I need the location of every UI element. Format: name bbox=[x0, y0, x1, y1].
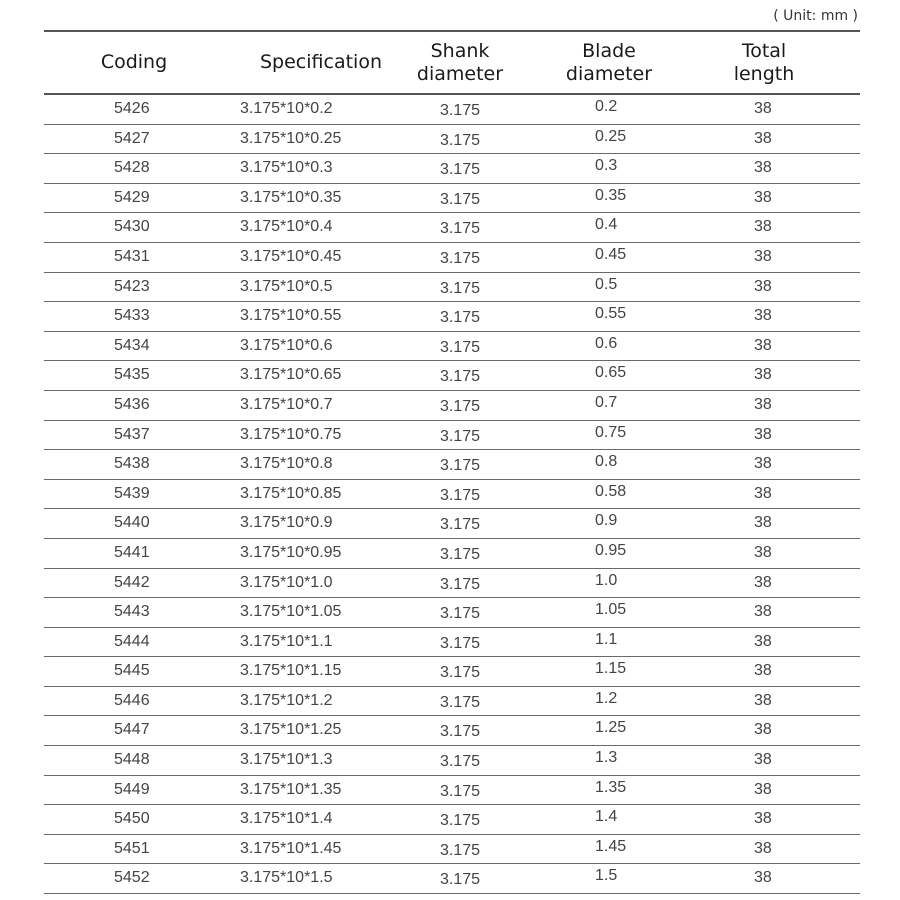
cell-total-length: 38 bbox=[754, 543, 772, 561]
cell-shank-diameter: 3.175 bbox=[440, 368, 481, 386]
cell-specification: 3.175*10*0.55 bbox=[240, 307, 342, 325]
specification-table bbox=[44, 30, 860, 894]
cell-blade-diameter: 1.15 bbox=[595, 660, 627, 678]
cell-total-length: 38 bbox=[754, 839, 772, 857]
cell-shank-diameter: 3.175 bbox=[440, 723, 481, 741]
table-row bbox=[44, 687, 860, 717]
table-row bbox=[44, 657, 860, 687]
cell-shank-diameter: 3.175 bbox=[440, 427, 481, 445]
table-body bbox=[44, 95, 860, 894]
cell-specification: 3.175*10*0.65 bbox=[240, 366, 342, 384]
cell-specification: 3.175*10*1.0 bbox=[240, 573, 333, 591]
cell-shank-diameter: 3.175 bbox=[440, 753, 481, 771]
cell-shank-diameter: 3.175 bbox=[440, 457, 481, 475]
cell-blade-diameter: 1.2 bbox=[595, 689, 618, 707]
cell-coding: 5434 bbox=[114, 336, 150, 354]
cell-total-length: 38 bbox=[754, 129, 772, 147]
cell-specification: 3.175*10*0.5 bbox=[240, 277, 333, 295]
cell-specification: 3.175*10*0.7 bbox=[240, 395, 333, 413]
cell-coding: 5428 bbox=[114, 159, 150, 177]
cell-coding: 5423 bbox=[114, 277, 150, 295]
table-row bbox=[44, 302, 860, 332]
cell-coding: 5442 bbox=[114, 573, 150, 591]
cell-shank-diameter: 3.175 bbox=[440, 575, 481, 593]
cell-total-length: 38 bbox=[754, 484, 772, 502]
header-shank-diameter: Shank diameter bbox=[416, 39, 504, 85]
cell-blade-diameter: 1.45 bbox=[595, 837, 627, 855]
unit-label: ( Unit: mm ) bbox=[773, 8, 858, 24]
header-blade-diameter: Blade diameter bbox=[565, 39, 653, 85]
cell-total-length: 38 bbox=[754, 869, 772, 887]
table-row bbox=[44, 450, 860, 480]
cell-blade-diameter: 0.9 bbox=[595, 512, 618, 530]
table-row bbox=[44, 716, 860, 746]
cell-total-length: 38 bbox=[754, 425, 772, 443]
cell-total-length: 38 bbox=[754, 100, 772, 117]
cell-blade-diameter: 1.35 bbox=[595, 778, 627, 796]
header-specification: Specification bbox=[260, 51, 382, 73]
cell-total-length: 38 bbox=[754, 810, 772, 828]
cell-blade-diameter: 0.8 bbox=[595, 453, 618, 471]
cell-blade-diameter: 0.7 bbox=[595, 393, 618, 411]
cell-specification: 3.175*10*0.2 bbox=[240, 100, 333, 117]
cell-blade-diameter: 0.35 bbox=[595, 186, 627, 204]
cell-specification: 3.175*10*1.05 bbox=[240, 603, 342, 621]
cell-shank-diameter: 3.175 bbox=[440, 309, 481, 327]
cell-blade-diameter: 0.95 bbox=[595, 541, 627, 559]
cell-specification: 3.175*10*0.9 bbox=[240, 514, 333, 532]
table-row bbox=[44, 125, 860, 155]
cell-blade-diameter: 0.6 bbox=[595, 334, 618, 352]
cell-blade-diameter: 1.1 bbox=[595, 630, 618, 648]
cell-total-length: 38 bbox=[754, 247, 772, 265]
cell-coding: 5431 bbox=[114, 247, 150, 265]
cell-shank-diameter: 3.175 bbox=[440, 249, 481, 267]
cell-total-length: 38 bbox=[754, 218, 772, 236]
cell-shank-diameter: 3.175 bbox=[440, 871, 481, 889]
cell-total-length: 38 bbox=[754, 662, 772, 680]
table-row bbox=[44, 539, 860, 569]
cell-shank-diameter: 3.175 bbox=[440, 516, 481, 534]
cell-coding: 5446 bbox=[114, 691, 150, 709]
cell-specification: 3.175*10*1.3 bbox=[240, 751, 333, 769]
cell-blade-diameter: 0.58 bbox=[595, 482, 627, 500]
cell-shank-diameter: 3.175 bbox=[440, 486, 481, 504]
table-header-row bbox=[44, 32, 860, 95]
cell-specification: 3.175*10*1.35 bbox=[240, 780, 342, 798]
cell-coding: 5435 bbox=[114, 366, 150, 384]
cell-coding: 5448 bbox=[114, 751, 150, 769]
cell-total-length: 38 bbox=[754, 691, 772, 709]
cell-shank-diameter: 3.175 bbox=[440, 841, 481, 859]
table-row bbox=[44, 480, 860, 510]
table-row bbox=[44, 243, 860, 273]
table-row bbox=[44, 421, 860, 451]
cell-coding: 5449 bbox=[114, 780, 150, 798]
cell-shank-diameter: 3.175 bbox=[440, 102, 481, 119]
table-row bbox=[44, 213, 860, 243]
cell-shank-diameter: 3.175 bbox=[440, 220, 481, 238]
cell-specification: 3.175*10*0.75 bbox=[240, 425, 342, 443]
table-row bbox=[44, 864, 860, 894]
cell-total-length: 38 bbox=[754, 366, 772, 384]
cell-shank-diameter: 3.175 bbox=[440, 397, 481, 415]
cell-blade-diameter: 1.3 bbox=[595, 749, 618, 767]
table-row bbox=[44, 184, 860, 214]
cell-total-length: 38 bbox=[754, 751, 772, 769]
cell-shank-diameter: 3.175 bbox=[440, 131, 481, 149]
cell-coding: 5441 bbox=[114, 543, 150, 561]
cell-total-length: 38 bbox=[754, 159, 772, 177]
cell-total-length: 38 bbox=[754, 395, 772, 413]
cell-shank-diameter: 3.175 bbox=[440, 338, 481, 356]
table-row bbox=[44, 154, 860, 184]
cell-total-length: 38 bbox=[754, 277, 772, 295]
cell-coding: 5445 bbox=[114, 662, 150, 680]
cell-shank-diameter: 3.175 bbox=[440, 161, 481, 179]
cell-specification: 3.175*10*0.35 bbox=[240, 188, 342, 206]
cell-shank-diameter: 3.175 bbox=[440, 545, 481, 563]
cell-blade-diameter: 0.4 bbox=[595, 216, 618, 234]
cell-specification: 3.175*10*1.5 bbox=[240, 869, 333, 887]
cell-blade-diameter: 0.75 bbox=[595, 423, 627, 441]
cell-blade-diameter: 0.55 bbox=[595, 305, 627, 323]
table-row bbox=[44, 835, 860, 865]
cell-specification: 3.175*10*1.1 bbox=[240, 632, 333, 650]
cell-coding: 5429 bbox=[114, 188, 150, 206]
cell-total-length: 38 bbox=[754, 573, 772, 591]
cell-total-length: 38 bbox=[754, 514, 772, 532]
cell-coding: 5452 bbox=[114, 869, 150, 887]
table-row bbox=[44, 332, 860, 362]
cell-coding: 5433 bbox=[114, 307, 150, 325]
table-row bbox=[44, 776, 860, 806]
cell-coding: 5436 bbox=[114, 395, 150, 413]
cell-blade-diameter: 0.45 bbox=[595, 245, 627, 263]
cell-blade-diameter: 0.2 bbox=[595, 98, 618, 115]
cell-shank-diameter: 3.175 bbox=[440, 279, 481, 297]
cell-blade-diameter: 1.5 bbox=[595, 867, 618, 885]
cell-shank-diameter: 3.175 bbox=[440, 664, 481, 682]
cell-total-length: 38 bbox=[754, 307, 772, 325]
cell-total-length: 38 bbox=[754, 336, 772, 354]
cell-blade-diameter: 1.05 bbox=[595, 601, 627, 619]
header-coding: Coding bbox=[100, 51, 168, 73]
cell-coding: 5438 bbox=[114, 455, 150, 473]
cell-specification: 3.175*10*1.4 bbox=[240, 810, 333, 828]
table-row bbox=[44, 628, 860, 658]
cell-coding: 5443 bbox=[114, 603, 150, 621]
cell-total-length: 38 bbox=[754, 632, 772, 650]
cell-blade-diameter: 0.5 bbox=[595, 275, 618, 293]
cell-shank-diameter: 3.175 bbox=[440, 812, 481, 830]
cell-shank-diameter: 3.175 bbox=[440, 693, 481, 711]
table-row bbox=[44, 509, 860, 539]
table-row bbox=[44, 598, 860, 628]
cell-specification: 3.175*10*0.25 bbox=[240, 129, 342, 147]
cell-specification: 3.175*10*0.4 bbox=[240, 218, 333, 236]
cell-blade-diameter: 1.4 bbox=[595, 808, 618, 826]
cell-shank-diameter: 3.175 bbox=[440, 190, 481, 208]
cell-coding: 5427 bbox=[114, 129, 150, 147]
cell-shank-diameter: 3.175 bbox=[440, 605, 481, 623]
cell-specification: 3.175*10*0.8 bbox=[240, 455, 333, 473]
cell-shank-diameter: 3.175 bbox=[440, 782, 481, 800]
table-row bbox=[44, 391, 860, 421]
cell-coding: 5437 bbox=[114, 425, 150, 443]
cell-specification: 3.175*10*1.15 bbox=[240, 662, 342, 680]
cell-specification: 3.175*10*1.2 bbox=[240, 691, 333, 709]
cell-specification: 3.175*10*0.45 bbox=[240, 247, 342, 265]
cell-blade-diameter: 1.25 bbox=[595, 719, 627, 737]
cell-coding: 5447 bbox=[114, 721, 150, 739]
cell-total-length: 38 bbox=[754, 780, 772, 798]
cell-blade-diameter: 1.0 bbox=[595, 571, 618, 589]
cell-specification: 3.175*10*1.25 bbox=[240, 721, 342, 739]
cell-coding: 5440 bbox=[114, 514, 150, 532]
cell-specification: 3.175*10*0.85 bbox=[240, 484, 342, 502]
cell-shank-diameter: 3.175 bbox=[440, 634, 481, 652]
table-row bbox=[44, 95, 860, 125]
cell-total-length: 38 bbox=[754, 188, 772, 206]
table-row bbox=[44, 805, 860, 835]
cell-blade-diameter: 0.65 bbox=[595, 364, 627, 382]
cell-coding: 5451 bbox=[114, 839, 150, 857]
header-total-length: Total length bbox=[733, 39, 795, 85]
cell-coding: 5450 bbox=[114, 810, 150, 828]
cell-coding: 5444 bbox=[114, 632, 150, 650]
cell-specification: 3.175*10*0.3 bbox=[240, 159, 333, 177]
table-row bbox=[44, 361, 860, 391]
cell-coding: 5439 bbox=[114, 484, 150, 502]
cell-coding: 5430 bbox=[114, 218, 150, 236]
cell-coding: 5426 bbox=[114, 100, 150, 117]
cell-specification: 3.175*10*0.95 bbox=[240, 543, 342, 561]
cell-total-length: 38 bbox=[754, 721, 772, 739]
table-row bbox=[44, 569, 860, 599]
cell-total-length: 38 bbox=[754, 603, 772, 621]
table-row bbox=[44, 746, 860, 776]
table-row bbox=[44, 273, 860, 303]
cell-specification: 3.175*10*1.45 bbox=[240, 839, 342, 857]
cell-blade-diameter: 0.3 bbox=[595, 157, 618, 175]
cell-total-length: 38 bbox=[754, 455, 772, 473]
cell-specification: 3.175*10*0.6 bbox=[240, 336, 333, 354]
cell-blade-diameter: 0.25 bbox=[595, 127, 627, 145]
